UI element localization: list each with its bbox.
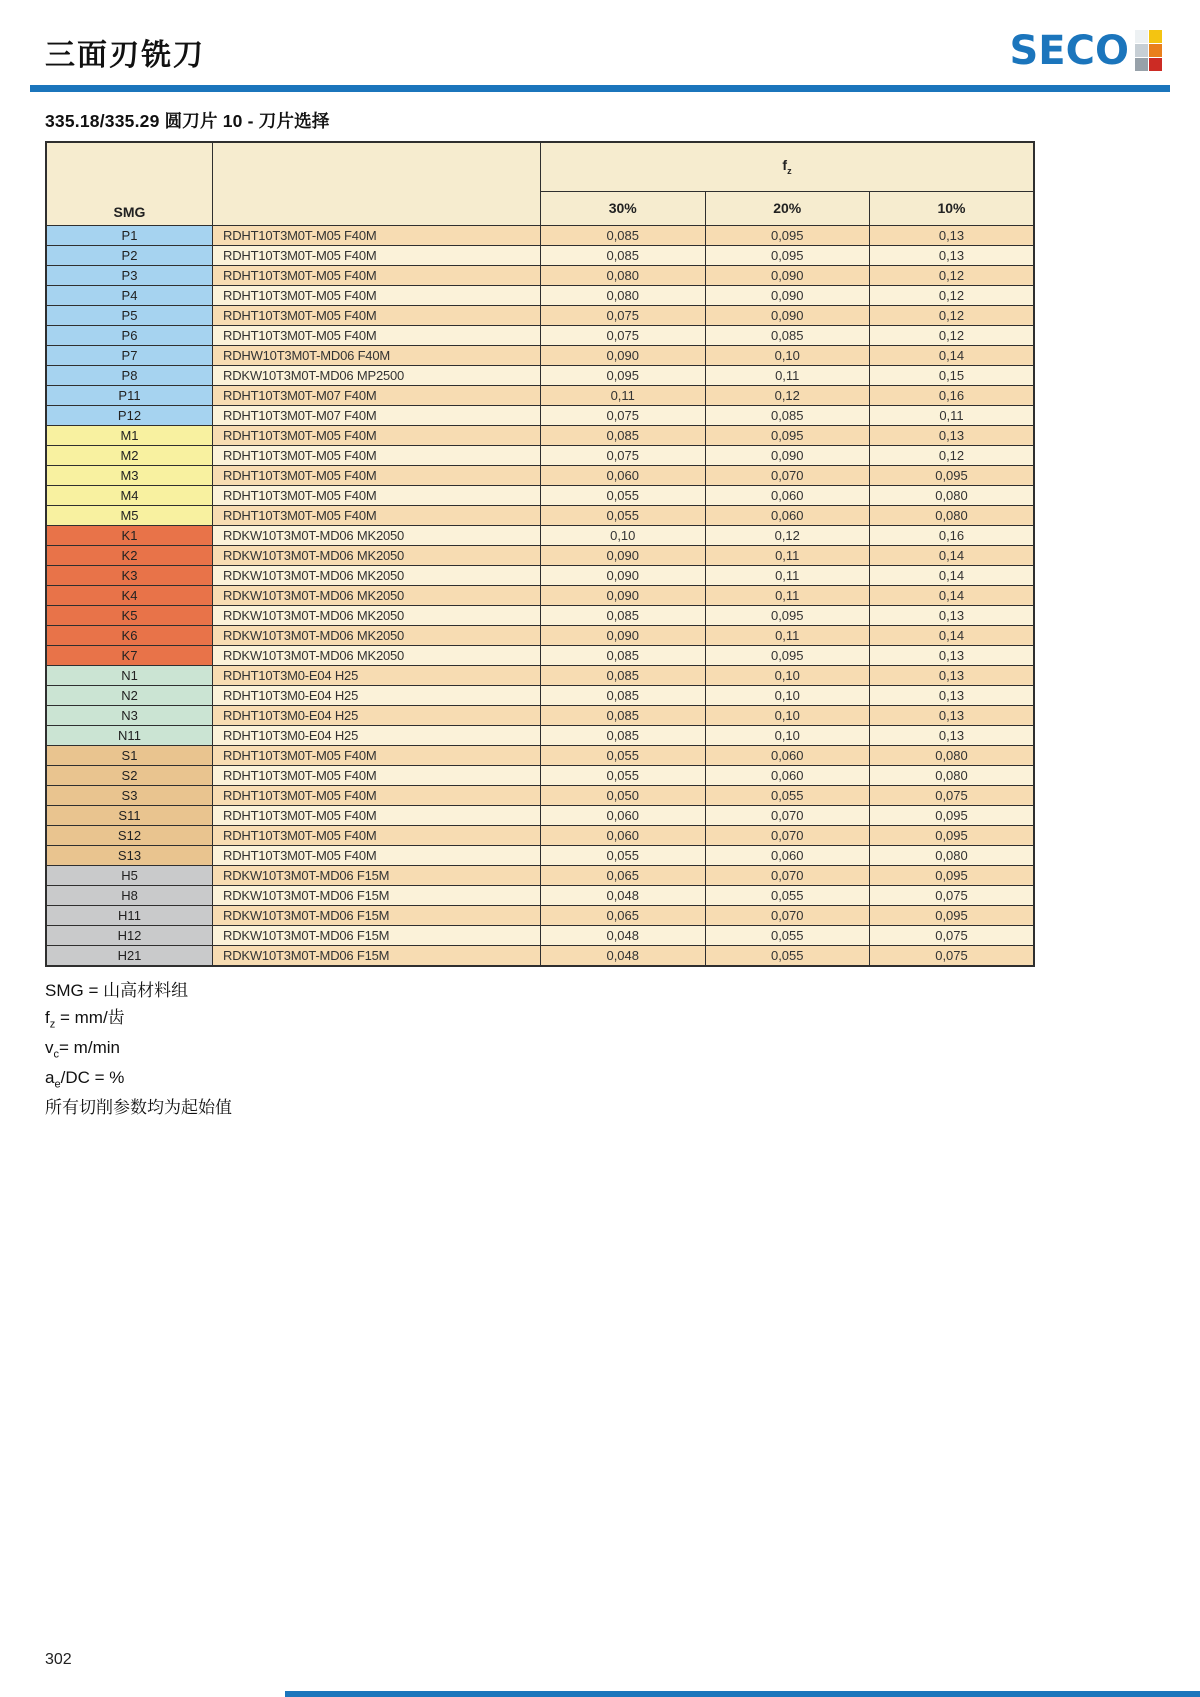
fz-20-cell: 0,060	[705, 746, 870, 766]
fz-20-cell: 0,085	[705, 406, 870, 426]
fz-10-cell: 0,095	[870, 466, 1035, 486]
fz-30-cell: 0,075	[541, 446, 706, 466]
fz-30-cell: 0,075	[541, 406, 706, 426]
seco-color-mark-icon	[1135, 30, 1162, 71]
fz-30-cell: 0,090	[541, 546, 706, 566]
fz-10-cell: 0,12	[870, 446, 1035, 466]
insert-cell: RDHT10T3M0T-M05 F40M	[213, 806, 541, 826]
table-row	[46, 266, 1034, 286]
smg-cell: H5	[46, 866, 213, 886]
fz-20-cell: 0,11	[705, 546, 870, 566]
insert-cell: RDKW10T3M0T-MD06 MK2050	[213, 646, 541, 666]
insert-cell: RDKW10T3M0T-MD06 F15M	[213, 886, 541, 906]
smg-cell: N2	[46, 686, 213, 706]
fz-30-cell: 0,080	[541, 266, 706, 286]
table-row	[46, 406, 1034, 426]
fz-10-cell: 0,13	[870, 706, 1035, 726]
table-row	[46, 826, 1034, 846]
table-row	[46, 706, 1034, 726]
legend-fz: $f_z = mm/$齿	[45, 1008, 125, 1031]
fz-20-cell: 0,055	[705, 886, 870, 906]
smg-cell: P7	[46, 346, 213, 366]
legend-vc: $v_c= m/\min$	[45, 1038, 120, 1061]
header-divider	[30, 85, 1170, 92]
insert-selection-table	[45, 141, 1035, 967]
table-row	[46, 606, 1034, 626]
table-row	[46, 786, 1034, 806]
fz-10-cell: 0,095	[870, 906, 1035, 926]
insert-cell: RDHT10T3M0T-M05 F40M	[213, 266, 541, 286]
fz-10-cell: 0,13	[870, 606, 1035, 626]
smg-cell: M2	[46, 446, 213, 466]
fz-10-cell: 0,13	[870, 646, 1035, 666]
fz-20-cell: 0,060	[705, 486, 870, 506]
fz-30-cell: 0,065	[541, 906, 706, 926]
fz-30-cell: 0,075	[541, 326, 706, 346]
smg-cell: K1	[46, 526, 213, 546]
fz-10-cell: 0,14	[870, 546, 1035, 566]
page-header	[0, 0, 1200, 85]
insert-cell: RDHT10T3M0T-M07 F40M	[213, 386, 541, 406]
insert-cell: RDKW10T3M0T-MD06 F15M	[213, 866, 541, 886]
fz-20-cell: 0,070	[705, 906, 870, 926]
table-row	[46, 366, 1034, 386]
fz-20-cell: 0,095	[705, 426, 870, 446]
insert-cell: RDKW10T3M0T-MD06 MK2050	[213, 606, 541, 626]
fz-10-cell: 0,095	[870, 806, 1035, 826]
table-row	[46, 446, 1034, 466]
table-row	[46, 566, 1034, 586]
fz-30-cell: 0,075	[541, 306, 706, 326]
insert-cell: RDHT10T3M0T-M05 F40M	[213, 786, 541, 806]
fz-30-cell: 0,080	[541, 286, 706, 306]
smg-cell: K3	[46, 566, 213, 586]
table-row	[46, 246, 1034, 266]
fz-30-cell: 0,085	[541, 686, 706, 706]
page-number: 302	[45, 1651, 72, 1668]
fz-10-cell: 0,075	[870, 786, 1035, 806]
insert-cell: RDKW10T3M0T-MD06 MK2050	[213, 566, 541, 586]
table-row	[46, 906, 1034, 926]
fz-10-cell: 0,14	[870, 586, 1035, 606]
fz-20-cell: 0,095	[705, 226, 870, 246]
insert-cell: RDKW10T3M0T-MD06 MP2500	[213, 366, 541, 386]
fz-30-cell: 0,048	[541, 886, 706, 906]
fz-20-cell: 0,055	[705, 926, 870, 946]
table-row	[46, 326, 1034, 346]
smg-cell: P12	[46, 406, 213, 426]
table-row	[46, 346, 1034, 366]
fz-30-cell: 0,11	[541, 386, 706, 406]
fz-10-cell: 0,13	[870, 246, 1035, 266]
fz-10-cell: 0,11	[870, 406, 1035, 426]
insert-cell: RDHT10T3M0-E04 H25	[213, 726, 541, 746]
col-header-30: 30%	[541, 191, 706, 225]
fz-20-cell: 0,10	[705, 726, 870, 746]
fz-10-cell: 0,075	[870, 886, 1035, 906]
smg-cell: K7	[46, 646, 213, 666]
fz-30-cell: 0,060	[541, 466, 706, 486]
table-row	[46, 646, 1034, 666]
table-row	[46, 766, 1034, 786]
fz-10-cell: 0,075	[870, 926, 1035, 946]
fz-30-cell: 0,085	[541, 226, 706, 246]
fz-20-cell: 0,12	[705, 526, 870, 546]
smg-cell: P2	[46, 246, 213, 266]
smg-cell: P5	[46, 306, 213, 326]
insert-cell: RDHT10T3M0T-M05 F40M	[213, 446, 541, 466]
smg-cell: K5	[46, 606, 213, 626]
insert-cell: RDKW10T3M0T-MD06 F15M	[213, 926, 541, 946]
fz-10-cell: 0,14	[870, 346, 1035, 366]
fz-20-cell: 0,055	[705, 946, 870, 967]
table-row	[46, 386, 1034, 406]
insert-cell: RDHT10T3M0-E04 H25	[213, 686, 541, 706]
insert-cell: RDKW10T3M0T-MD06 MK2050	[213, 626, 541, 646]
insert-column-header	[213, 142, 541, 226]
seco-logo	[1009, 27, 1163, 74]
fz-20-cell: 0,070	[705, 466, 870, 486]
table-row	[46, 226, 1034, 246]
fz-10-cell: 0,13	[870, 666, 1035, 686]
smg-cell: P8	[46, 366, 213, 386]
table-row	[46, 466, 1034, 486]
fz-10-cell: 0,15	[870, 366, 1035, 386]
table-head-row-1	[46, 142, 1034, 191]
col-header-10: 10%	[870, 191, 1035, 225]
insert-cell: RDHT10T3M0T-M05 F40M	[213, 326, 541, 346]
insert-cell: RDHT10T3M0T-M05 F40M	[213, 466, 541, 486]
smg-cell: K6	[46, 626, 213, 646]
smg-cell: M5	[46, 506, 213, 526]
fz-30-cell: 0,060	[541, 806, 706, 826]
fz-10-cell: 0,080	[870, 506, 1035, 526]
fz-30-cell: 0,060	[541, 826, 706, 846]
fz-20-cell: 0,060	[705, 846, 870, 866]
fz-20-cell: 0,10	[705, 706, 870, 726]
insert-cell: RDHT10T3M0T-M07 F40M	[213, 406, 541, 426]
insert-cell: RDKW10T3M0T-MD06 MK2050	[213, 526, 541, 546]
smg-cell: H8	[46, 886, 213, 906]
section-title: 335.18/335.29 圆刀片 10 - 刀片选择	[45, 111, 330, 131]
table-row	[46, 586, 1034, 606]
fz-10-cell: 0,12	[870, 326, 1035, 346]
fz-30-cell: 0,090	[541, 586, 706, 606]
smg-cell: K4	[46, 586, 213, 606]
insert-cell: RDHT10T3M0T-M05 F40M	[213, 426, 541, 446]
table-row	[46, 846, 1034, 866]
insert-cell: RDKW10T3M0T-MD06 F15M	[213, 906, 541, 926]
fz-20-cell: 0,085	[705, 326, 870, 346]
fz-20-cell: 0,070	[705, 806, 870, 826]
fz-20-cell: 0,060	[705, 506, 870, 526]
smg-cell: H21	[46, 946, 213, 967]
fz-10-cell: 0,16	[870, 526, 1035, 546]
seco-logo-text: SECO	[1009, 27, 1129, 74]
table-row	[46, 306, 1034, 326]
fz-10-cell: 0,080	[870, 766, 1035, 786]
fz-10-cell: 0,12	[870, 286, 1035, 306]
fz-30-cell: 0,065	[541, 866, 706, 886]
table-row	[46, 286, 1034, 306]
fz-30-cell: 0,085	[541, 726, 706, 746]
smg-cell: H12	[46, 926, 213, 946]
insert-cell: RDHT10T3M0T-M05 F40M	[213, 506, 541, 526]
table-row	[46, 486, 1034, 506]
fz-10-cell: 0,080	[870, 846, 1035, 866]
insert-cell: RDKW10T3M0T-MD06 MK2050	[213, 586, 541, 606]
fz-20-cell: 0,060	[705, 766, 870, 786]
table-row	[46, 506, 1034, 526]
smg-cell: S12	[46, 826, 213, 846]
table-row	[46, 946, 1034, 967]
table-row	[46, 866, 1034, 886]
insert-cell: RDHT10T3M0T-M05 F40M	[213, 766, 541, 786]
fz-20-cell: 0,12	[705, 386, 870, 406]
smg-cell: M1	[46, 426, 213, 446]
smg-cell: N3	[46, 706, 213, 726]
table-row	[46, 886, 1034, 906]
table-row	[46, 726, 1034, 746]
fz-30-cell: 0,085	[541, 666, 706, 686]
smg-cell: N11	[46, 726, 213, 746]
smg-column-header: SMG	[46, 142, 213, 226]
smg-cell: M3	[46, 466, 213, 486]
fz-header: $f_z$	[541, 142, 1035, 191]
fz-30-cell: 0,048	[541, 946, 706, 967]
page-title: 三面刃铣刀	[45, 38, 205, 73]
fz-10-cell: 0,12	[870, 306, 1035, 326]
fz-20-cell: 0,11	[705, 586, 870, 606]
insert-cell: RDHT10T3M0T-M05 F40M	[213, 286, 541, 306]
fz-30-cell: 0,055	[541, 746, 706, 766]
fz-20-cell: 0,11	[705, 626, 870, 646]
fz-10-cell: 0,080	[870, 486, 1035, 506]
fz-30-cell: 0,055	[541, 846, 706, 866]
fz-10-cell: 0,13	[870, 226, 1035, 246]
bottom-bar	[285, 1691, 1200, 1697]
insert-cell: RDKW10T3M0T-MD06 MK2050	[213, 546, 541, 566]
fz-30-cell: 0,055	[541, 486, 706, 506]
table-body	[46, 226, 1034, 967]
fz-30-cell: 0,055	[541, 506, 706, 526]
insert-cell: RDHT10T3M0T-M05 F40M	[213, 246, 541, 266]
table-row	[46, 666, 1034, 686]
fz-30-cell: 0,085	[541, 646, 706, 666]
fz-30-cell: 0,085	[541, 706, 706, 726]
fz-10-cell: 0,12	[870, 266, 1035, 286]
fz-20-cell: 0,11	[705, 366, 870, 386]
fz-30-cell: 0,048	[541, 926, 706, 946]
table-row	[46, 686, 1034, 706]
table-row	[46, 746, 1034, 766]
table-row	[46, 626, 1034, 646]
smg-cell: P11	[46, 386, 213, 406]
fz-30-cell: 0,090	[541, 346, 706, 366]
smg-cell: P4	[46, 286, 213, 306]
fz-20-cell: 0,070	[705, 826, 870, 846]
fz-30-cell: 0,090	[541, 626, 706, 646]
fz-10-cell: 0,095	[870, 866, 1035, 886]
fz-20-cell: 0,070	[705, 866, 870, 886]
fz-30-cell: 0,050	[541, 786, 706, 806]
smg-cell: P6	[46, 326, 213, 346]
insert-cell: RDHT10T3M0T-M05 F40M	[213, 226, 541, 246]
insert-cell: RDHT10T3M0T-M05 F40M	[213, 846, 541, 866]
fz-10-cell: 0,16	[870, 386, 1035, 406]
insert-cell: RDHT10T3M0T-M05 F40M	[213, 306, 541, 326]
insert-cell: RDHT10T3M0-E04 H25	[213, 666, 541, 686]
fz-20-cell: 0,10	[705, 666, 870, 686]
legend-smg: SMG = 山高材料组	[45, 981, 189, 1000]
insert-cell: RDHW10T3M0T-MD06 F40M	[213, 346, 541, 366]
fz-30-cell: 0,055	[541, 766, 706, 786]
insert-cell: RDHT10T3M0-E04 H25	[213, 706, 541, 726]
fz-10-cell: 0,14	[870, 566, 1035, 586]
fz-20-cell: 0,095	[705, 606, 870, 626]
table-row	[46, 546, 1034, 566]
fz-30-cell: 0,085	[541, 246, 706, 266]
insert-cell: RDHT10T3M0T-M05 F40M	[213, 746, 541, 766]
smg-cell: K2	[46, 546, 213, 566]
fz-10-cell: 0,13	[870, 426, 1035, 446]
fz-20-cell: 0,090	[705, 266, 870, 286]
smg-cell: S11	[46, 806, 213, 826]
table-head	[46, 142, 1034, 226]
fz-20-cell: 0,11	[705, 566, 870, 586]
fz-20-cell: 0,090	[705, 446, 870, 466]
smg-cell: S3	[46, 786, 213, 806]
smg-cell: S1	[46, 746, 213, 766]
fz-10-cell: 0,13	[870, 686, 1035, 706]
insert-cell: RDHT10T3M0T-M05 F40M	[213, 826, 541, 846]
smg-cell: S13	[46, 846, 213, 866]
fz-20-cell: 0,090	[705, 306, 870, 326]
legend-note: 所有切削参数均为起始值	[45, 1098, 232, 1118]
fz-10-cell: 0,14	[870, 626, 1035, 646]
fz-30-cell: 0,085	[541, 426, 706, 446]
smg-cell: P1	[46, 226, 213, 246]
smg-cell: S2	[46, 766, 213, 786]
table-row	[46, 426, 1034, 446]
insert-cell: RDKW10T3M0T-MD06 F15M	[213, 946, 541, 967]
smg-cell: H11	[46, 906, 213, 926]
table-row	[46, 526, 1034, 546]
fz-20-cell: 0,055	[705, 786, 870, 806]
fz-10-cell: 0,095	[870, 826, 1035, 846]
fz-20-cell: 0,10	[705, 346, 870, 366]
smg-cell: N1	[46, 666, 213, 686]
fz-30-cell: 0,090	[541, 566, 706, 586]
legend	[45, 977, 1200, 1122]
fz-30-cell: 0,085	[541, 606, 706, 626]
fz-30-cell: 0,095	[541, 366, 706, 386]
fz-20-cell: 0,095	[705, 246, 870, 266]
fz-10-cell: 0,080	[870, 746, 1035, 766]
smg-cell: M4	[46, 486, 213, 506]
table-row	[46, 926, 1034, 946]
col-header-20: 20%	[705, 191, 870, 225]
legend-ae: $a_e/DC$ = %	[45, 1068, 125, 1091]
insert-cell: RDHT10T3M0T-M05 F40M	[213, 486, 541, 506]
fz-10-cell: 0,075	[870, 946, 1035, 967]
smg-cell: P3	[46, 266, 213, 286]
table-row	[46, 806, 1034, 826]
fz-10-cell: 0,13	[870, 726, 1035, 746]
fz-30-cell: 0,10	[541, 526, 706, 546]
fz-20-cell: 0,095	[705, 646, 870, 666]
fz-20-cell: 0,090	[705, 286, 870, 306]
fz-20-cell: 0,10	[705, 686, 870, 706]
